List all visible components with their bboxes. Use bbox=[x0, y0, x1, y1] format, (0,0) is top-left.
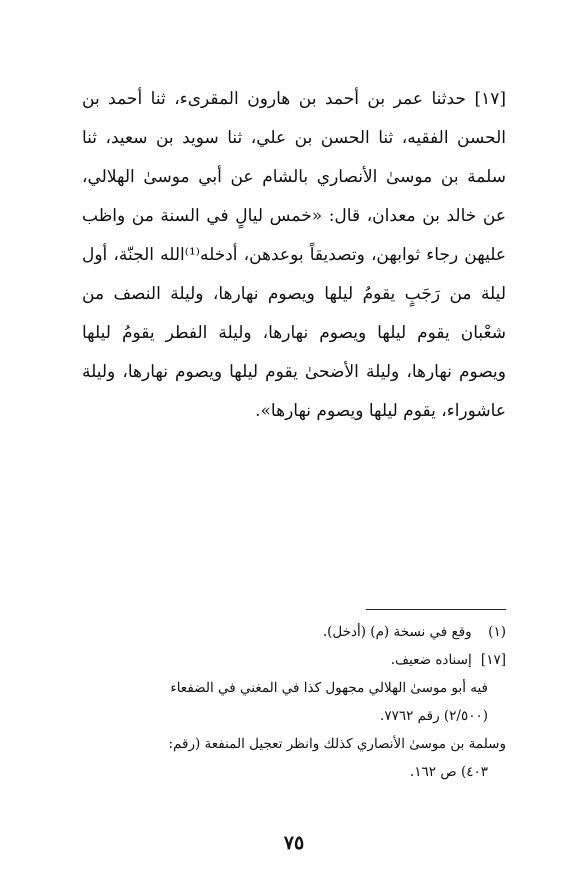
hadith-paragraph: [١٧] حدثنا عمر بن أحمد بن هارون المقرىء، ثنا أحمد بن الحسن الفقيه، ثنا الحسن بن علي، ثنا سويد بن سعيد، ثنا سلمة بن موسىٰ الأنصاري بالشام عن أبي موسىٰ الهلالي، عن خالد بن معدان، قال: «خمس ليالٍ في السنة من واظب عليهن رجاء ثوابهن، وتصديقاً بوعدهن، أدخله⁽¹⁾الله الجنّة، أول ليلة من رَجَبٍ يقومُ ليلها ويصوم نهارها، وليلة النصف من شعْبان يقوم ليلها ويصوم نهارها، وليلة الفطر يقومُ ليلها ويصوم نهارها، وليلة الأضحىٰ يقوم ليلها ويصوم نهارها، وليلة عاشوراء، يقوم ليلها ويصوم نهارها». bbox=[82, 89, 506, 421]
footnote-17-text: إسناده ضعيف. bbox=[390, 652, 472, 668]
footnote-1-mark: (١) bbox=[488, 624, 506, 640]
footnote-17-mark: [١٧] bbox=[480, 652, 506, 668]
footnote-17-line-3: (٢/٥٠٠) رقم ٧٧٦٢. bbox=[380, 708, 488, 724]
footnote-17 bbox=[82, 646, 506, 674]
footnote-17-line-5: ٤٠٣) ص ١٦٢. bbox=[410, 764, 488, 780]
footnote-1-text: وقع في نسخة (م) (أدخل). bbox=[322, 624, 472, 640]
main-text-block bbox=[82, 80, 506, 431]
footnotes-block bbox=[82, 618, 506, 786]
footnote-1 bbox=[82, 618, 506, 646]
footnote-17-line-2: فيه أبو موسىٰ الهلالي مجهول كذا في المغني في الضفعاء bbox=[170, 680, 488, 696]
page-number: ٧٥ bbox=[283, 832, 305, 854]
footnote-17-line-4: وسلمة بن موسىٰ الأنصاري كذلك وانظر تعجيل المنفعة (رقم: bbox=[168, 736, 506, 752]
footnote-separator bbox=[366, 609, 506, 610]
